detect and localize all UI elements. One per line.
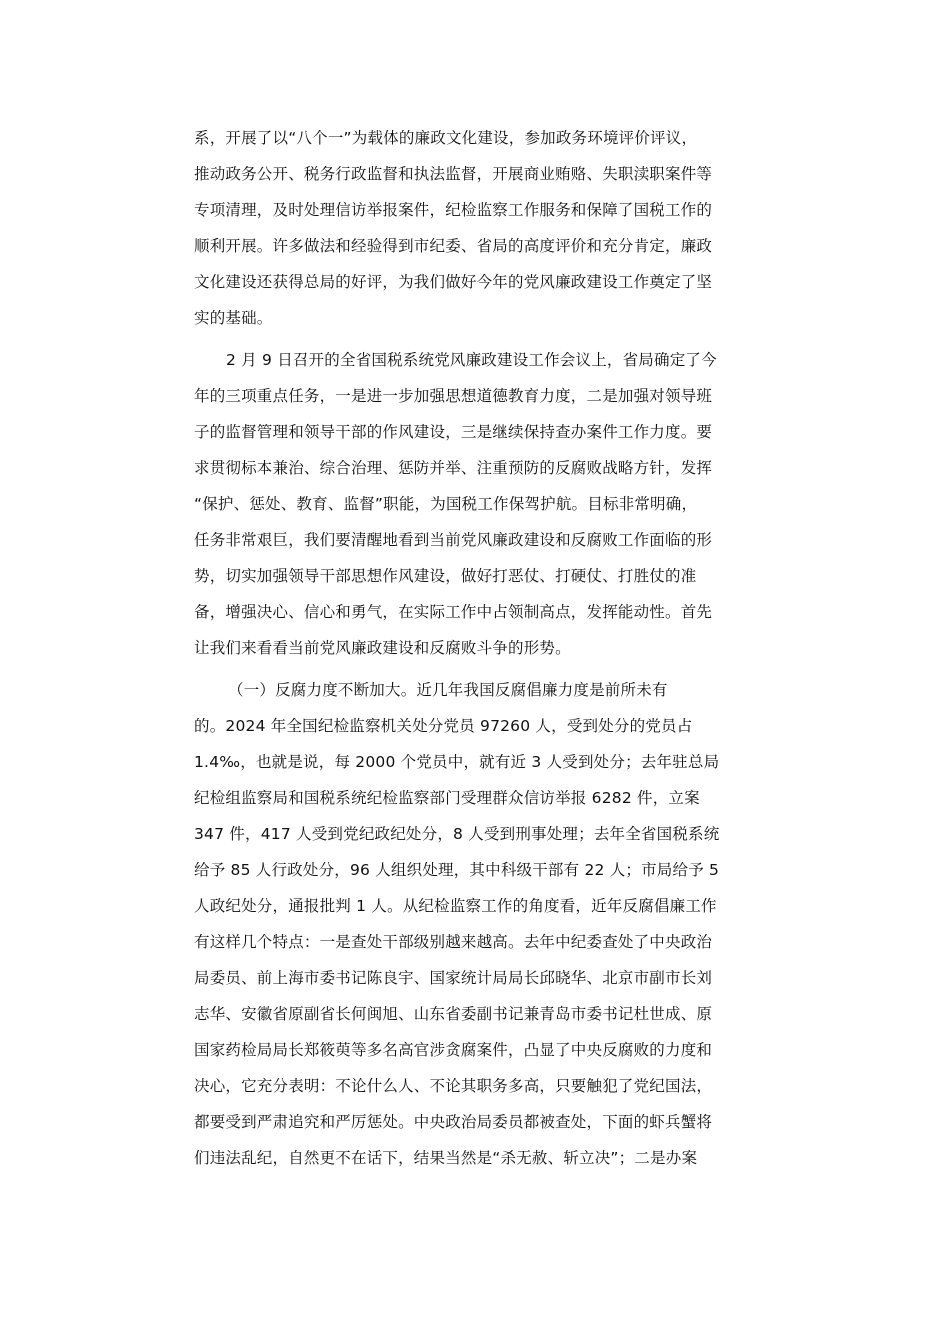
paragraph-first-line: 2 月 9 日召开的全省国税系统党风廉政建设工作会议上，省局确定了今 [226, 351, 717, 369]
section-heading-line: （一）反腐力度不断加大。近几年我国反腐倡廉力度是前所未有 [228, 681, 668, 699]
text-line: 给予 85 人行政处分，96 人组织处理，其中科级干部有 22 人；市局给予 5 [194, 861, 720, 879]
text-line: 的。2024 年全国纪检监察机关处分党员 97260 人，受到处分的党员占 [194, 717, 693, 735]
text-line: 国家药检局局长郑筱萸等多名高官涉贪腐案件，凸显了中央反腐败的力度和 [194, 1041, 713, 1059]
text-line: 志华、安徽省原副省长何闽旭、山东省委副书记兼青岛市委书记杜世成、原 [194, 1005, 713, 1023]
text-line: 1.4‰，也就是说，每 2000 个党员中，就有近 3 人受到处分；去年驻总局 [194, 753, 720, 771]
text-line: 文化建设还获得总局的好评，为我们做好今年的党风廉政建设工作奠定了坚 [194, 273, 713, 291]
text-line: “保护、惩处、教育、监督”职能，为国税工作保驾护航。目标非常明确， [194, 495, 698, 513]
text-line: 任务非常艰巨，我们要清醒地看到当前党风廉政建设和反腐败工作面临的形 [194, 531, 713, 549]
text-line: 年的三项重点任务，一是进一步加强思想道德教育力度，二是加强对领导班 [194, 387, 713, 405]
text-line: 求贯彻标本兼治、综合治理、惩防并举、注重预防的反腐败战略方针，发挥 [194, 459, 713, 477]
text-line: 有这样几个特点：一是查处干部级别越来越高。去年中纪委查处了中央政治 [194, 933, 713, 951]
text-line: 专项清理，及时处理信访举报案件，纪检监察工作服务和保障了国税工作的 [194, 201, 713, 219]
text-line: 们违法乱纪，自然更不在话下，结果当然是“杀无赦、斩立决”；二是办案 [194, 1149, 698, 1167]
text-line: 系，开展了以“八个一”为载体的廉政文化建设，参加政务环境评价评议， [194, 129, 698, 147]
text-line: 备，增强决心、信心和勇气，在实际工作中占领制高点，发挥能动性。首先 [194, 603, 713, 621]
text-line: 纪检组监察局和国税系统纪检监察部门受理群众信访举报 6282 件，立案 [194, 789, 700, 807]
text-line: 决心，它充分表明：不论什么人、不论其职务多高，只要触犯了党纪国法， [194, 1077, 713, 1095]
text-line: 局委员、前上海市委书记陈良宇、国家统计局局长邱晓华、北京市副市长刘 [194, 969, 713, 987]
text-line: 让我们来看看当前党风廉政建设和反腐败斗争的形势。 [194, 639, 571, 657]
text-line: 实的基础。 [194, 309, 273, 327]
text-line: 347 件，417 人受到党纪政纪处分，8 人受到刑事处理；去年全省国税系统 [194, 825, 720, 843]
text-line: 子的监督管理和领导干部的作风建设，三是继续保持查办案件工作力度。要 [194, 423, 713, 441]
text-line: 人政纪处分，通报批判 1 人。从纪检监察工作的角度看，近年反腐倡廉工作 [194, 897, 717, 915]
text-line: 推动政务公开、税务行政监督和执法监督，开展商业贿赂、失职渎职案件等 [194, 165, 713, 183]
text-line: 都要受到严肃追究和严厉惩处。中央政治局委员都被查处，下面的虾兵蟹将 [194, 1113, 713, 1131]
text-line: 顺利开展。许多做法和经验得到市纪委、省局的高度评价和充分肯定，廉政 [194, 237, 713, 255]
text-line: 势，切实加强领导干部思想作风建设，做好打恶仗、打硬仗、打胜仗的准 [194, 567, 697, 585]
